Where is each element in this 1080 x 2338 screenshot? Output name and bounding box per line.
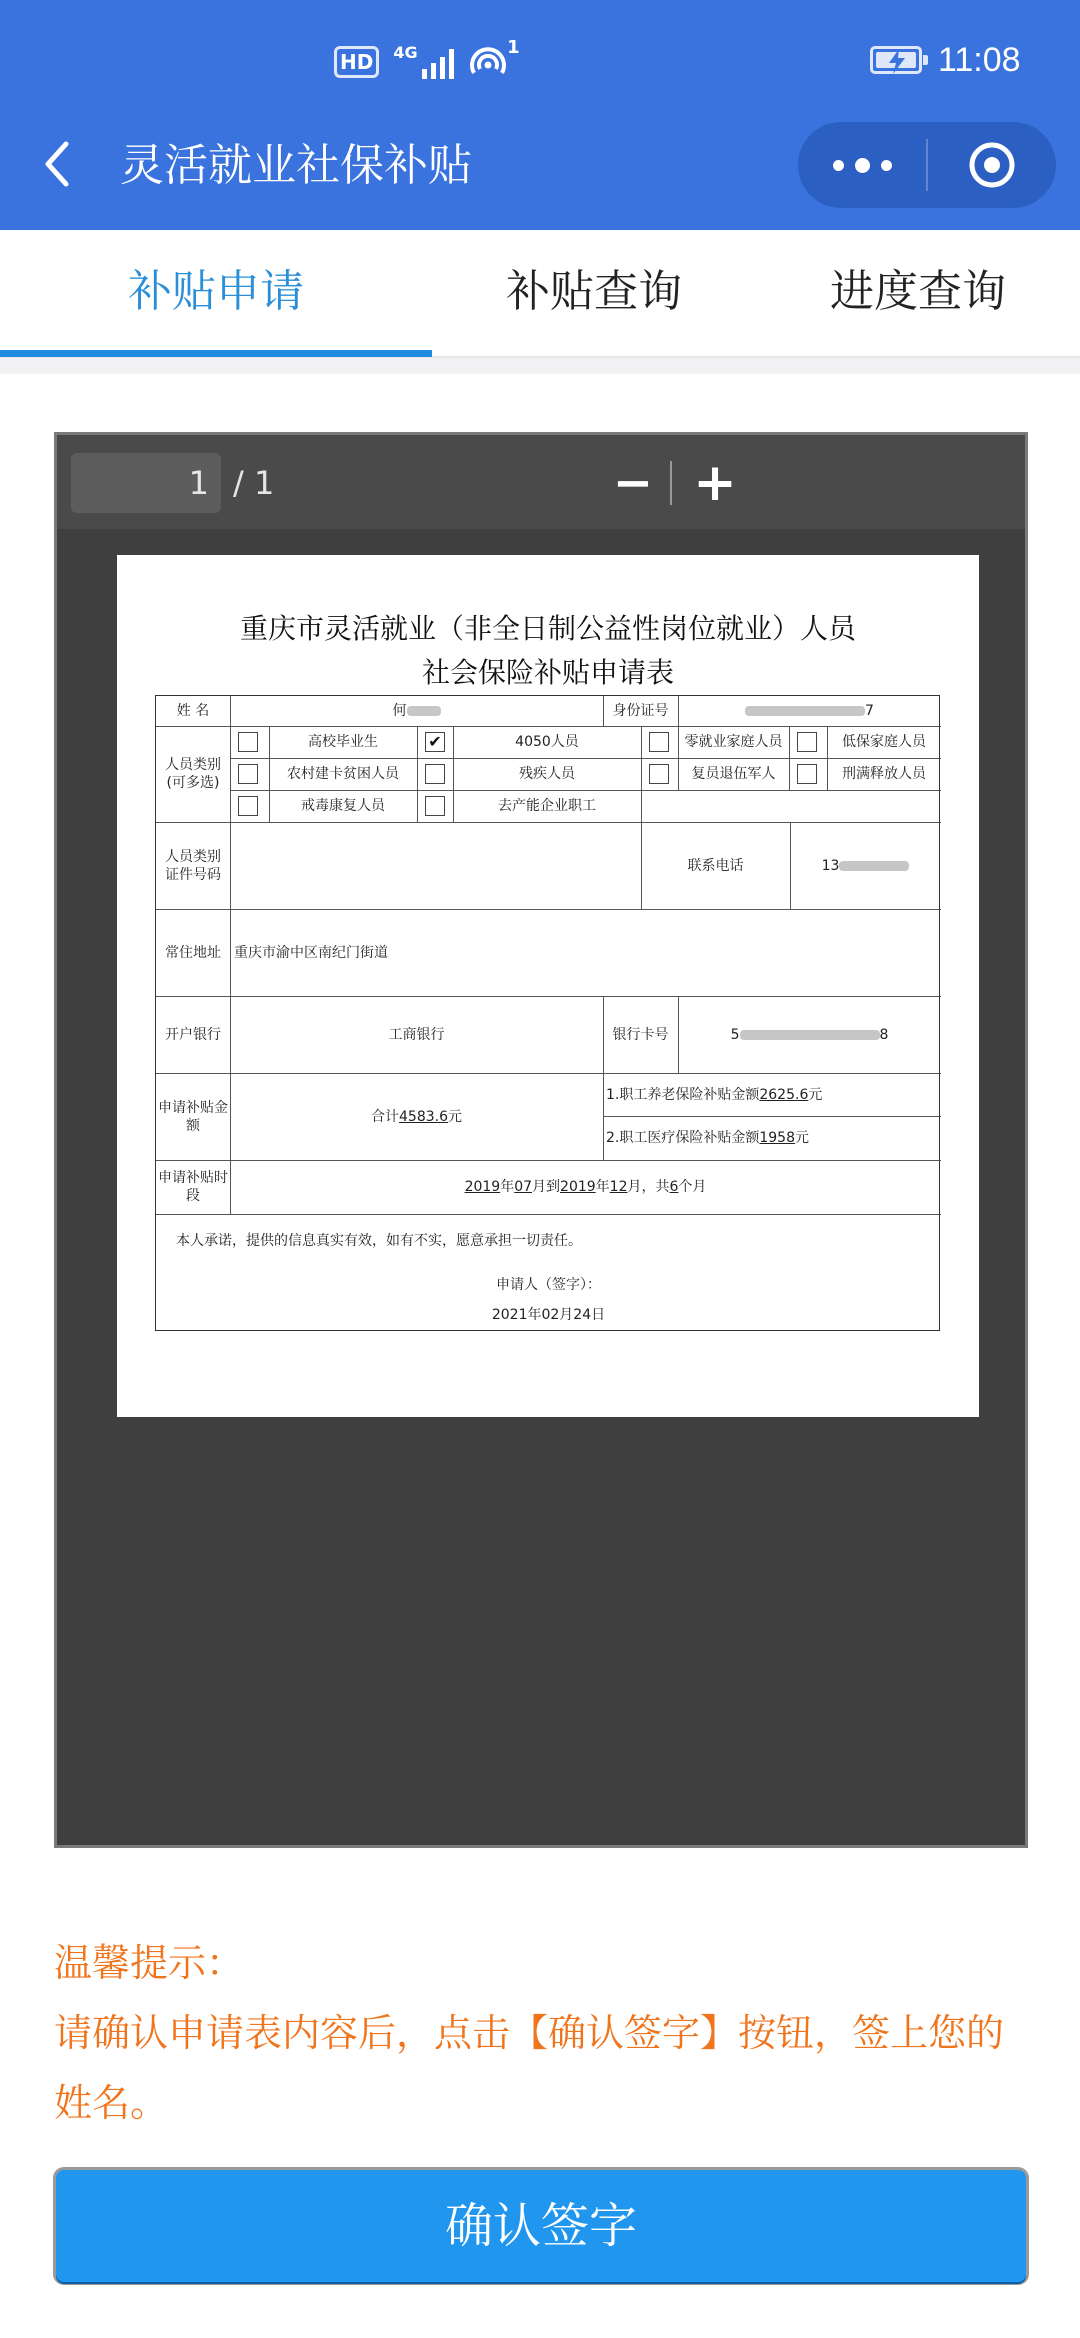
target-icon [967,140,1017,190]
hd-badge: HD [334,46,379,78]
bank-label: 开户银行 [165,1026,221,1043]
category-graduate: 高校毕业生 [308,734,378,750]
medical-amount [606,1116,809,1160]
signer-label: 申请人（签字）： [496,1277,601,1293]
checkbox-graduate [238,732,258,752]
checkbox-released [797,764,817,784]
period-start-year: 2019 [464,1179,501,1195]
period-start-month: 07 [514,1179,533,1195]
id-value [678,696,941,726]
id-value-tail: 7 [865,703,874,719]
category-4050: 4050人员 [515,734,579,750]
category-rural-poor: 农村建卡贫困人员 [287,766,399,782]
pdf-viewer[interactable] [54,432,1028,1848]
total-amount-value: 4583.6 [399,1108,448,1125]
checkbox-veteran [649,764,669,784]
medical-unit: 元 [795,1130,809,1146]
address-label: 常住地址 [165,944,221,961]
card-suffix: 8 [879,1026,889,1043]
name-value-text: 何 [392,703,407,719]
page-number-input[interactable]: 1 [71,453,221,513]
confirm-sign-button[interactable]: 确认签字 [56,2170,1026,2282]
zoom-out-button[interactable]: − [612,455,654,511]
tip-title: 温馨提示： [54,1941,245,1985]
category-zero-employment: 零就业家庭人员 [684,734,783,750]
status-time: 11:08 [938,41,1021,79]
page-title: 灵活就业社保补贴 [120,140,472,191]
category-veteran: 复员退伍军人 [691,766,776,782]
amount-label: 申请补贴金额 [158,1099,228,1134]
category-label: 人员类别 (可多选) [165,757,221,791]
divider [0,358,1080,374]
form-title-line2: 社会保险补贴申请表 [421,656,674,689]
tab-progress-query[interactable]: 进度查询 [830,266,1006,317]
tab-bar [0,230,1080,358]
tip-body: 请确认申请表内容后，点击【确认签字】按钮，签上您的姓名。 [54,2011,1005,2125]
period-months: 6 [669,1179,679,1195]
checkbox-zero-employment [649,732,669,752]
form-title-line1: 重庆市灵活就业（非全日制公益性岗位就业）人员 [239,612,856,645]
battery-icon [870,46,922,74]
cert-label: 人员类别 证件号码 [165,848,221,883]
bank-value: 工商银行 [388,1026,445,1043]
address-value: 重庆市渝中区南纪门街道 [234,944,388,961]
pdf-toolbar [57,435,1025,529]
pension-prefix: 1.职工养老保险补贴金额 [606,1086,760,1103]
period-value: 2019 年 07 月到 2019 年 12 月，共 6 个月 [464,1179,707,1195]
status-icons [334,37,520,84]
name-label: 姓 名 [176,703,210,719]
phone-value [790,822,941,909]
period-end-year: 2019 [560,1179,596,1195]
checkbox-disabled [425,764,445,784]
more-button[interactable] [798,122,926,208]
phone-label: 联系电话 [687,857,744,874]
category-released: 刑满释放人员 [842,766,926,782]
checkbox-4050: ✔ [425,732,445,752]
page-total: / 1 [233,464,275,502]
zoom-in-button[interactable]: + [693,453,737,513]
id-label: 身份证号 [612,703,669,719]
app-header [0,0,1080,230]
checkbox-low-income [797,732,817,752]
hotspot-count: 1 [507,37,520,58]
sign-date: 2021年02月24日 [491,1307,606,1323]
pension-amount [606,1073,822,1116]
category-low-income: 低保家庭人员 [842,734,926,750]
miniprogram-capsule [798,122,1056,208]
pension-amount-value: 2625.6 [759,1086,809,1103]
back-button[interactable] [36,132,80,196]
total-amount [230,1073,603,1160]
checkbox-capacity-cut [425,796,445,816]
category-disabled: 残疾人员 [519,766,575,782]
hotspot-icon [468,37,520,81]
medical-amount-value: 1958 [759,1130,795,1146]
card-value [678,996,941,1073]
card-label: 银行卡号 [612,1026,669,1043]
close-miniprogram-button[interactable] [928,122,1056,208]
signal-icon [393,45,453,79]
active-tab-indicator [0,350,432,357]
phone-prefix: 13 [821,857,840,874]
pdf-page [117,555,979,1417]
application-form-table [155,695,940,1331]
medical-prefix: 2.职工医疗保险补贴金额 [606,1130,760,1146]
name-value [230,696,603,726]
network-label: 4G [393,43,418,62]
tab-subsidy-query[interactable]: 补贴查询 [506,266,682,317]
category-capacity-cut: 去产能企业职工 [498,798,596,814]
pledge-text: 本人承诺，提供的信息真实有效，如有不实，愿意承担一切责任。 [176,1233,582,1249]
tip-box [54,1928,1034,2138]
form-title [117,607,979,695]
checkbox-rural-poor [238,764,258,784]
pension-unit: 元 [808,1086,823,1103]
card-prefix: 5 [730,1026,740,1043]
period-end-month: 12 [609,1179,628,1195]
total-unit: 元 [448,1108,462,1125]
chevron-left-icon [36,132,80,196]
checkbox-rehab [238,796,258,816]
total-prefix: 合计 [371,1108,399,1125]
category-rehab: 戒毒康复人员 [301,798,385,814]
tab-subsidy-apply[interactable]: 补贴申请 [128,266,304,317]
period-label: 申请补贴时段 [158,1170,228,1204]
